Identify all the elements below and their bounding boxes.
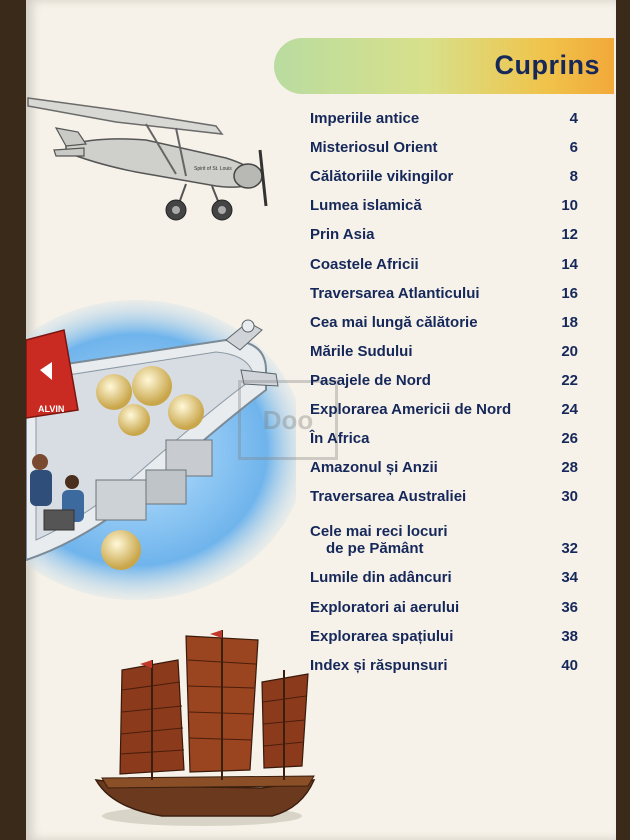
toc-page-number: 30 xyxy=(561,488,578,506)
toc-title: Lumea islamică xyxy=(310,197,422,215)
toc-title: Prin Asia xyxy=(310,226,375,244)
table-of-contents xyxy=(310,98,578,674)
junk-ship-illustration xyxy=(82,630,342,830)
submarine-illustration xyxy=(26,300,296,620)
toc-row xyxy=(310,616,578,645)
toc-row xyxy=(310,418,578,447)
toc-row xyxy=(310,360,578,389)
toc-row xyxy=(310,557,578,586)
toc-row xyxy=(310,302,578,331)
plane-label: Spirit of St. Louis xyxy=(194,166,232,172)
toc-title: Pasajele de Nord xyxy=(310,371,431,389)
toc-title: Coastele Africii xyxy=(310,255,419,273)
toc-title-line: Cele mai reci locuri xyxy=(310,523,448,541)
toc-page-number: 28 xyxy=(561,459,578,477)
page-title: Cuprins xyxy=(494,50,600,80)
toc-row xyxy=(310,389,578,418)
toc-page-number: 32 xyxy=(561,540,578,558)
toc-page-number: 8 xyxy=(569,168,578,186)
toc-page-number: 34 xyxy=(561,569,578,587)
toc-title: Exploratori ai aerului xyxy=(310,598,460,616)
toc-row xyxy=(310,505,578,557)
toc-page-number: 12 xyxy=(561,226,578,244)
toc-page-number: 16 xyxy=(561,284,578,302)
toc-row xyxy=(310,214,578,243)
toc-row xyxy=(310,156,578,185)
toc-row xyxy=(310,185,578,214)
toc-page-number: 36 xyxy=(561,598,578,616)
toc-page-number: 26 xyxy=(561,430,578,448)
toc-page-number: 40 xyxy=(561,656,578,674)
toc-row xyxy=(310,586,578,615)
toc-row xyxy=(310,447,578,476)
toc-title: Lumile din adâncuri xyxy=(310,569,452,587)
toc-title: Călătoriile vikingilor xyxy=(310,168,454,186)
toc-row xyxy=(310,476,578,505)
toc-title: Imperiile antice xyxy=(310,110,420,128)
toc-title: Misteriosul Orient xyxy=(310,139,438,157)
submarine-label: ALVIN xyxy=(38,404,65,414)
toc-title xyxy=(310,523,448,557)
toc-page-number: 20 xyxy=(561,342,578,360)
toc-title: Explorarea Americii de Nord xyxy=(310,401,512,419)
toc-row xyxy=(310,645,578,674)
toc-page-number: 4 xyxy=(569,110,578,128)
airplane-illustration xyxy=(26,88,298,228)
toc-page-number: 22 xyxy=(561,371,578,389)
toc-page-number: 38 xyxy=(561,627,578,645)
toc-title: Traversarea Atlanticului xyxy=(310,284,480,302)
toc-title-line: de pe Pământ xyxy=(326,540,424,558)
toc-row xyxy=(310,243,578,272)
toc-page-number: 10 xyxy=(561,197,578,215)
toc-row xyxy=(310,331,578,360)
book-page xyxy=(26,0,616,840)
toc-title: Cea mai lungă călătorie xyxy=(310,313,478,331)
toc-page-number: 6 xyxy=(569,139,578,157)
toc-page-number: 24 xyxy=(561,401,578,419)
toc-page-number: 18 xyxy=(561,313,578,331)
toc-title: Explorarea spațiului xyxy=(310,627,454,645)
toc-title: Mările Sudului xyxy=(310,342,413,360)
toc-row xyxy=(310,127,578,156)
toc-row xyxy=(310,98,578,127)
toc-title: În Africa xyxy=(310,430,370,448)
toc-page-number: 14 xyxy=(561,255,578,273)
watermark-logo: Doo xyxy=(238,380,338,460)
toc-title: Amazonul și Anzii xyxy=(310,459,438,477)
toc-row xyxy=(310,273,578,302)
toc-title: Traversarea Australiei xyxy=(310,488,467,506)
header-band xyxy=(274,38,614,94)
toc-title: Index și răspunsuri xyxy=(310,656,448,674)
